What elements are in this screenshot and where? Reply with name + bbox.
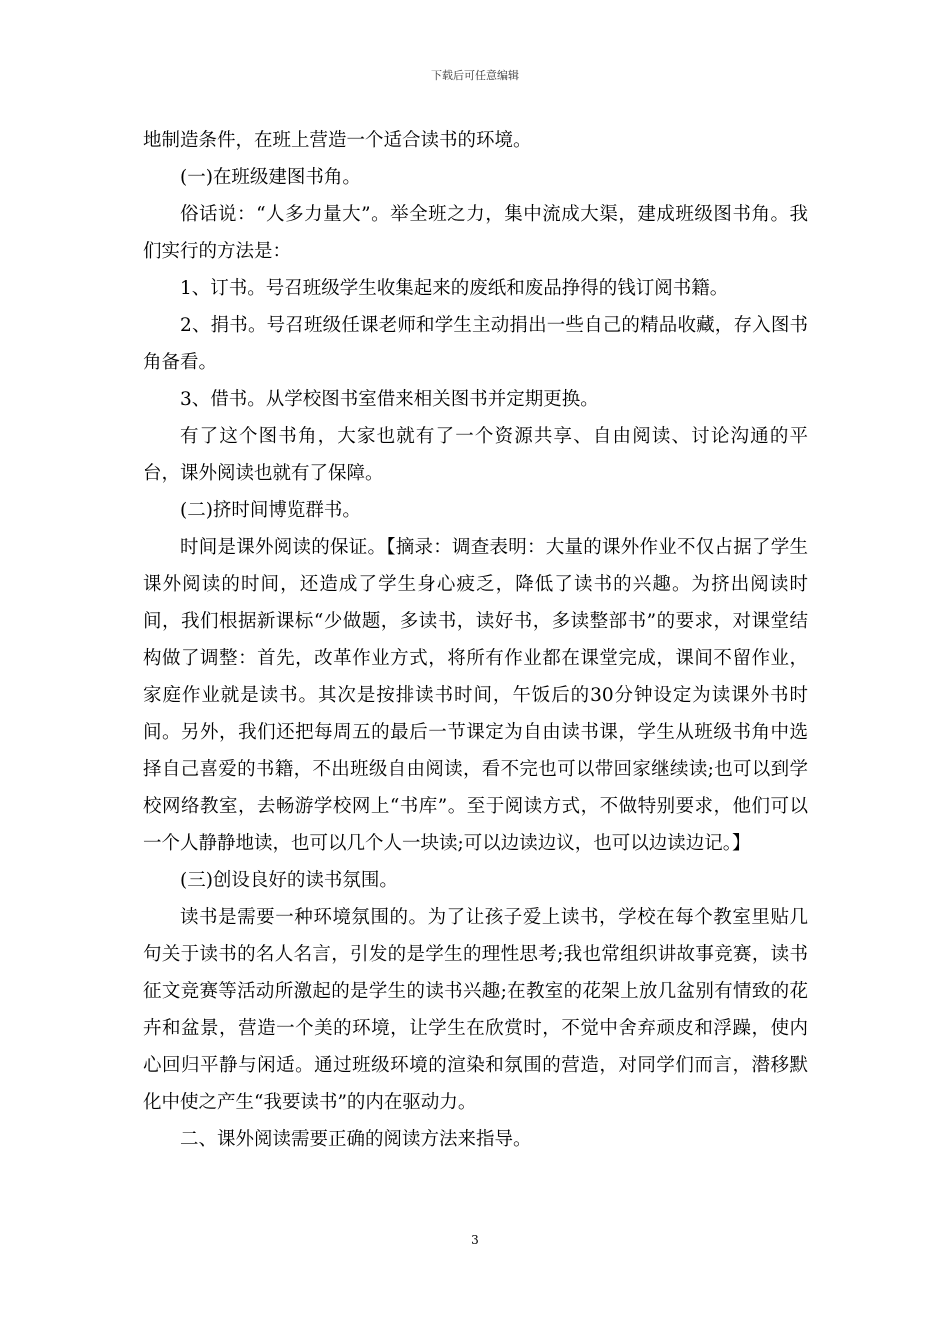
paragraph: 有了这个图书角，大家也就有了一个资源共享、自由阅读、讨论沟通的平台，课外阅读也就有了保障。 — [143, 426, 808, 484]
list-item: 3、借书。从学校图书室借来相关图书并定期更换。 — [180, 389, 599, 410]
section-heading: (三)创设良好的读书氛围。 — [180, 870, 398, 891]
section-heading: (二)挤时间博览群书。 — [180, 500, 361, 521]
document-body — [143, 122, 808, 1158]
page-number: 3 — [471, 1233, 479, 1247]
paragraph: 读书是需要一种环境氛围的。为了让孩子爱上读书，学校在每个教室里贴几句关于读书的名人名言，引发的是学生的理性思考;我也常组织讲故事竞赛，读书征文竞赛等活动所激起的是学生的读书兴趣;在教室的花架上放几盆别有情致的花卉和盆景，营造一个美的环境，让学生在欣赏时，不觉中舍弃顽皮和浮躁，使内心回归平静与闲适。通过班级环境的渲染和氛围的营造，对同学们而言，潜移默化中使之产生“我要读书”的内在驱动力。 — [143, 907, 808, 1113]
paragraph: 时间是课外阅读的保证。【摘录：调查表明：大量的课外作业不仅占据了学生课外阅读的时间，还造成了学生身心疲乏，降低了读书的兴趣。为挤出阅读时间，我们根据新课标“少做题，多读书，读好书，多读整部书”的要求，对课堂结构做了调整：首先，改革作业方式，将所有作业都在课堂完成，课间不留作业，家庭作业就是读书。其次是按排读书时间，午饭后的30分钟设定为读课外书时间。另外，我们还把每周五的最后一节课定为自由读书课，学生从班级书角中选择自己喜爱的书籍，不出班级自由阅读，看不完也可以带回家继续读;也可以到学校网络教室，去畅游学校网上“书库”。至于阅读方式，不做特别要求，他们可以一个人静静地读，也可以几个人一块读;可以边读边议，也可以边读边记。】 — [143, 537, 808, 854]
section-heading: 二、课外阅读需要正确的阅读方法来指导。 — [180, 1129, 532, 1150]
list-item: 1、订书。号召班级学生收集起来的废纸和废品挣得的钱订阅书籍。 — [180, 278, 729, 299]
list-item: 2、捐书。号召班级任课老师和学生主动捐出一些自己的精品收藏，存入图书角备看。 — [143, 315, 808, 373]
paragraph: 俗话说：“人多力量大”。举全班之力，集中流成大渠，建成班级图书角。我们实行的方法是： — [143, 204, 808, 262]
paragraph: 地制造条件，在班上营造一个适合读书的环境。 — [143, 130, 532, 151]
page-header: 下载后可任意编辑 — [431, 69, 519, 82]
section-heading: (一)在班级建图书角。 — [180, 167, 361, 188]
